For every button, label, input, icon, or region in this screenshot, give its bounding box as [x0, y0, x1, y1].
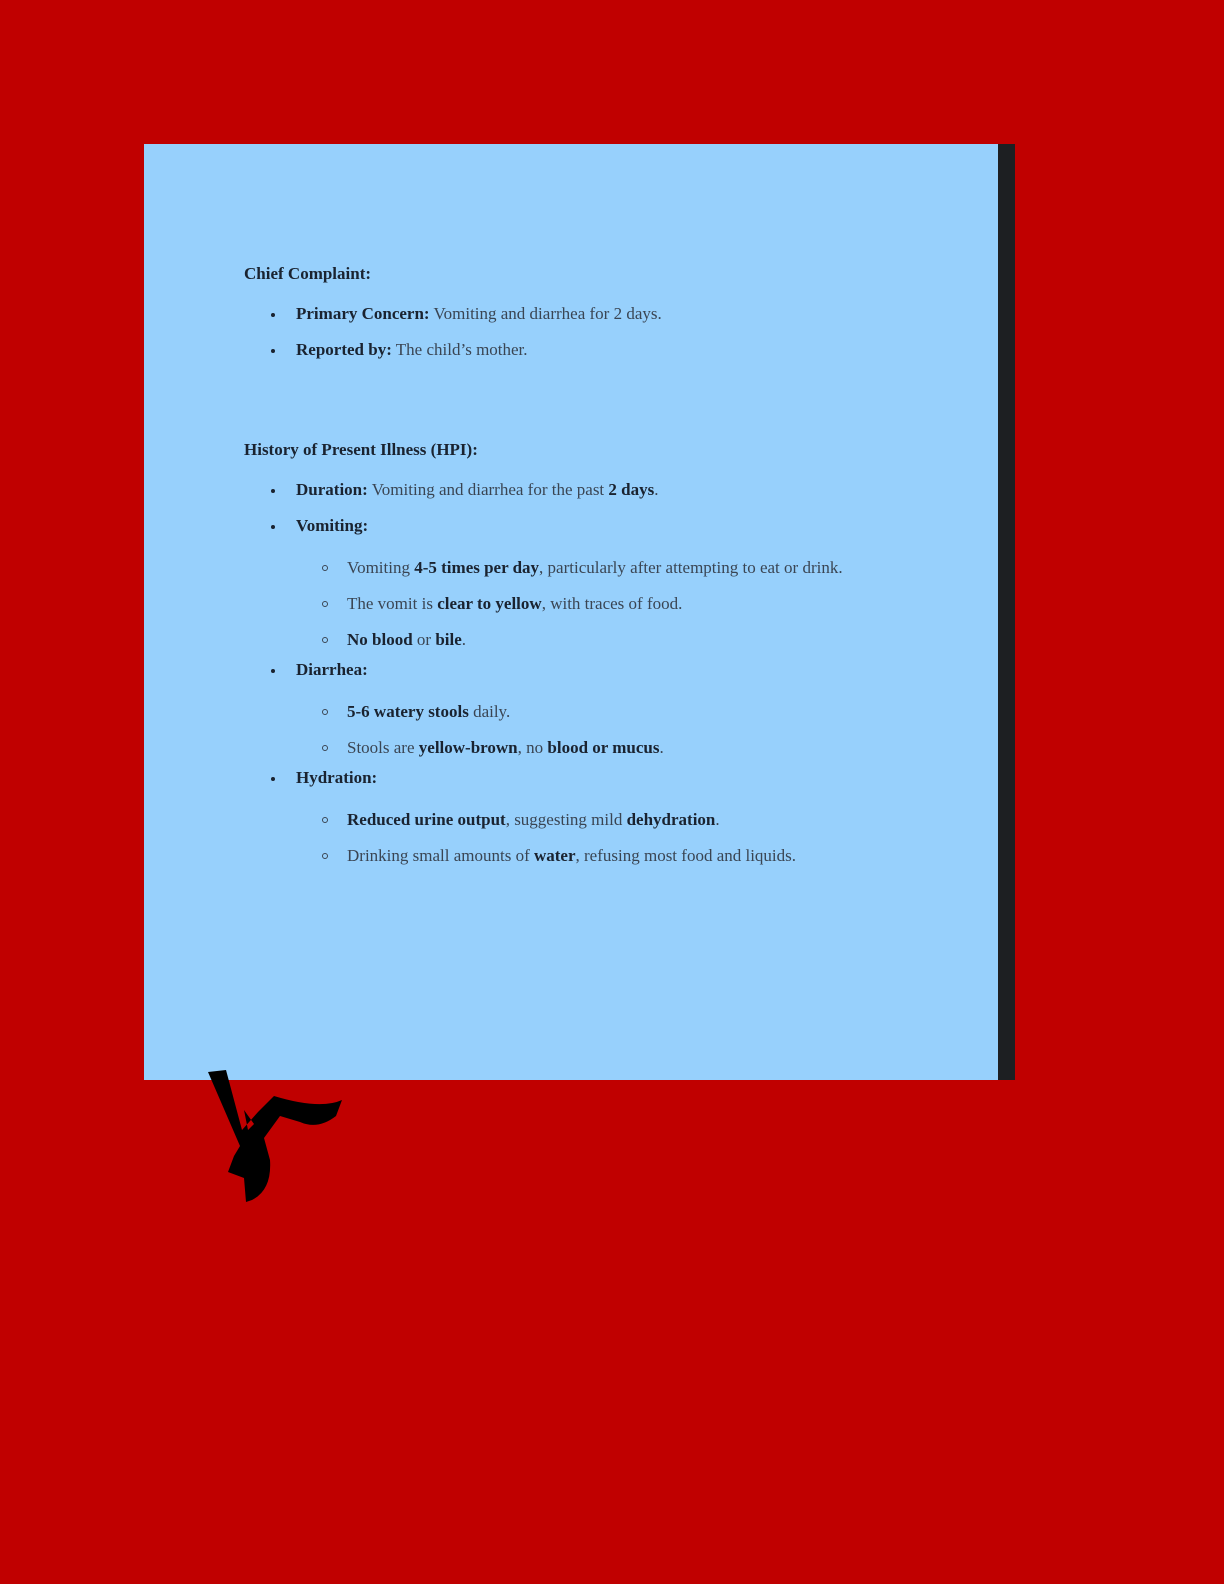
- list-item-duration: [296, 478, 904, 502]
- item-text: , refusing most food and liquids.: [575, 846, 797, 865]
- black-ink-scribble: [200, 1060, 360, 1220]
- item-label: Duration:: [296, 480, 368, 499]
- item-text: .: [461, 630, 467, 649]
- item-text: The child’s mother.: [391, 340, 528, 359]
- scribble-shape: [208, 1070, 342, 1202]
- vomiting-sublist: [296, 550, 904, 658]
- item-label: Reported by:: [296, 340, 392, 359]
- item-text: , no: [517, 738, 548, 757]
- emphasis: 4-5 times per day: [414, 558, 540, 577]
- item-text: , particularly after attempting to eat or drink.: [539, 558, 843, 577]
- sub-list-item: [347, 622, 904, 658]
- item-text: .: [659, 738, 664, 757]
- list-item: [296, 338, 904, 362]
- item-label: Hydration:: [296, 768, 378, 787]
- emphasis: clear to yellow: [437, 594, 542, 613]
- emphasis: No blood: [347, 630, 413, 649]
- item-text: Vomiting and diarrhea for 2 days.: [429, 304, 662, 323]
- emphasis: bile: [435, 630, 462, 649]
- list-item-diarrhea: [296, 658, 904, 766]
- emphasis: Reduced urine output: [347, 810, 506, 829]
- emphasis: blood or mucus: [547, 738, 660, 757]
- item-text: .: [715, 810, 720, 829]
- hpi-list: [244, 478, 904, 874]
- list-item-vomiting: [296, 514, 904, 658]
- diarrhea-sublist: [296, 694, 904, 766]
- item-text: .: [654, 480, 659, 499]
- item-text: or: [412, 630, 436, 649]
- sub-list-item: [347, 550, 904, 586]
- document-content: [244, 262, 904, 874]
- sub-list-item: [347, 694, 904, 730]
- item-text: Stools are: [347, 738, 419, 757]
- item-label: Primary Concern:: [296, 304, 430, 323]
- item-text: Vomiting and diarrhea for the past: [367, 480, 609, 499]
- item-text: The vomit is: [347, 594, 438, 613]
- item-label: Diarrhea:: [296, 660, 368, 679]
- hydration-sublist: [296, 802, 904, 874]
- item-text: , with traces of food.: [541, 594, 683, 613]
- item-text: daily.: [468, 702, 511, 721]
- chief-complaint-list: [244, 302, 904, 362]
- emphasis: water: [533, 846, 576, 865]
- sub-list-item: [347, 730, 904, 766]
- item-text: , suggesting mild: [505, 810, 627, 829]
- sub-list-item: [347, 802, 904, 838]
- item-text: Vomiting: [347, 558, 415, 577]
- emphasis: yellow-brown: [418, 738, 518, 757]
- chief-complaint-heading: Chief Complaint:: [244, 264, 372, 283]
- item-label: Vomiting:: [296, 516, 369, 535]
- emphasis: 5-6 watery stools: [347, 702, 469, 721]
- list-item-hydration: [296, 766, 904, 874]
- list-item: [296, 302, 904, 326]
- item-text: Drinking small amounts of: [347, 846, 534, 865]
- emphasis: 2 days: [608, 480, 655, 499]
- emphasis: dehydration: [626, 810, 716, 829]
- sub-list-item: [347, 838, 904, 874]
- document-page: [144, 144, 1015, 1080]
- hpi-heading: History of Present Illness (HPI):: [244, 440, 478, 459]
- sub-list-item: [347, 586, 904, 622]
